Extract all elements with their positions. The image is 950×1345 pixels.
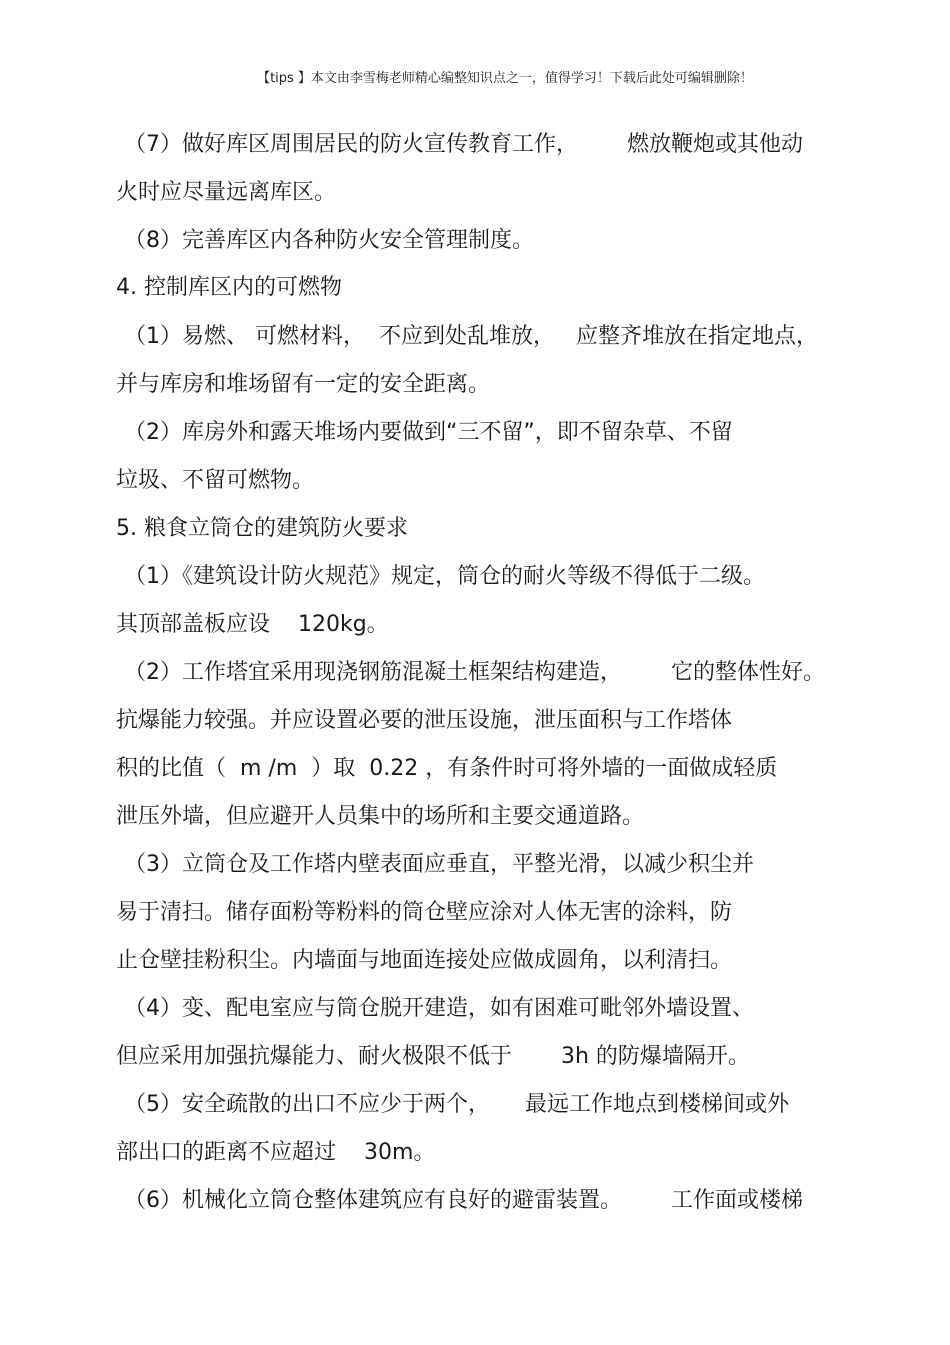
text-line-item-1: （1）易燃、 可燃材料， 不应到处乱堆放， 应整齐堆放在指定地点， [124, 324, 818, 349]
text-line: 火时应尽量远离库区。 [116, 180, 337, 205]
text-line: 易于清扫。储存面粉等粉料的筒仓壁应涂对人体无害的涂料，防 [116, 900, 733, 925]
text-line-item-1: （1）《建筑设计防火规范》规定，筒仓的耐火等级不得低于二级。 [124, 564, 765, 589]
text-line: 止仓壁挂粉积尘。内墙面与地面连接处应做成圆角，以利清扫。 [116, 948, 733, 973]
text-line: 但应采用加强抗爆能力、耐火极限不低于 3h 的防爆墙隔开。 [116, 1044, 750, 1069]
text-line-item-7-start: （7）做好库区周围居民的防火宣传教育工作， 燃放鞭炮或其他动 [124, 132, 803, 157]
text-line-item-8: （8）完善库区内各种防火安全管理制度。 [124, 228, 534, 253]
text-line-item-5: （5）安全疏散的出口不应少于两个， 最远工作地点到楼梯间或外 [124, 1092, 789, 1117]
text-line: 泄压外墙，但应避开人员集中的场所和主要交通道路。 [116, 804, 645, 829]
text-line-item-2: （2）工作塔宜采用现浇钢筋混凝土框架结构建造， 它的整体性好。 [124, 660, 825, 685]
text-line: 积的比值（ m /m ）取 0.22 ，有条件时可将外墙的一面做成轻质 [116, 756, 778, 781]
text-line-item-4: （4）变、配电室应与筒仓脱开建造，如有困难可毗邻外墙设置、 [124, 996, 754, 1021]
text-line: 部出口的距离不应超过 30m。 [116, 1140, 436, 1165]
header-tips: 【tips 】本文由李雪梅老师精心编整知识点之一，值得学习！下载后此处可编辑删除！ [257, 71, 753, 86]
section-heading-5: 5. 粮食立筒仓的建筑防火要求 [116, 516, 408, 541]
text-line: 垃圾、不留可燃物。 [116, 468, 315, 493]
text-line: 并与库房和堆场留有一定的安全距离。 [116, 372, 491, 397]
text-line-item-3: （3）立筒仓及工作塔内壁表面应垂直，平整光滑，以减少积尘并 [124, 852, 754, 877]
text-line-item-6: （6）机械化立筒仓整体建筑应有良好的避雷装置。 工作面或楼梯 [124, 1188, 803, 1213]
text-line: 抗爆能力较强。并应设置必要的泄压设施，泄压面积与工作塔体 [116, 708, 733, 733]
section-heading-4: 4. 控制库区内的可燃物 [116, 275, 342, 300]
text-line: 其顶部盖板应设 120kg。 [116, 612, 389, 637]
text-line-item-2: （2）库房外和露天堆场内要做到“三不留”，即不留杂草、不留 [124, 420, 733, 445]
